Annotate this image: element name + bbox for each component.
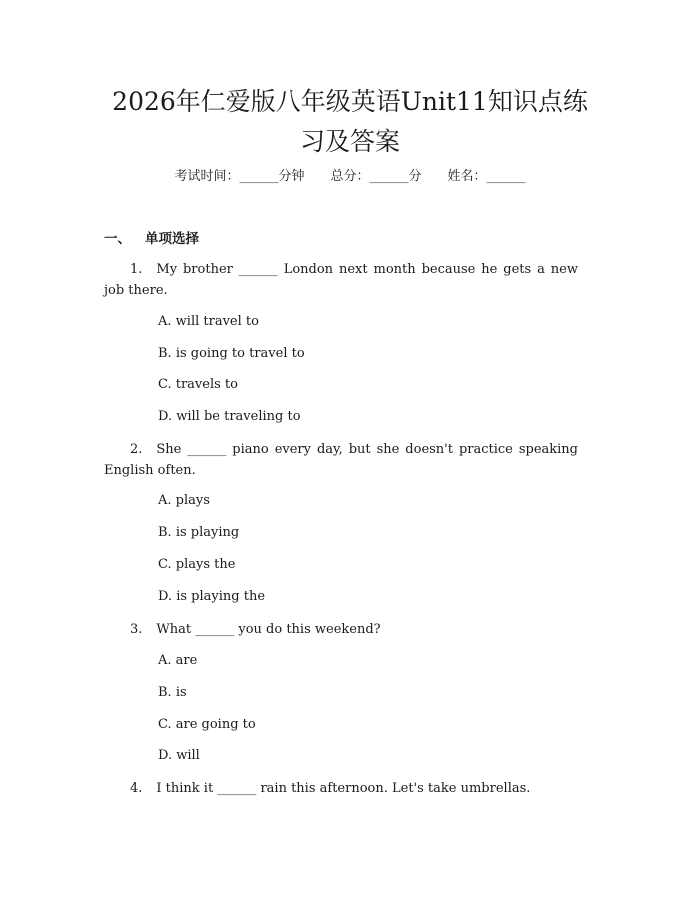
question-stem-4	[104, 778, 578, 799]
question-3-option-b: B. is	[158, 685, 187, 700]
exam-time-label: 考试时间：______分钟	[174, 169, 305, 184]
question-number: 1.	[130, 262, 143, 277]
title-line-1: 2026年仁爱版八年级英语Unit11知识点练	[112, 87, 588, 116]
question-number: 3.	[130, 622, 143, 637]
question-stem-1	[104, 259, 578, 301]
section-title: 单项选择	[145, 231, 199, 247]
question-stem-2	[104, 439, 578, 481]
question-number: 4.	[130, 781, 143, 796]
document-title	[80, 82, 620, 162]
question-1-option-d: D. will be traveling to	[158, 409, 301, 424]
question-1-option-a: A. will travel to	[158, 314, 259, 329]
section-heading	[104, 229, 199, 249]
question-3-option-c: C. are going to	[158, 717, 256, 732]
exam-name-label: 姓名：______	[447, 169, 526, 184]
question-2-option-a: A. plays	[158, 493, 210, 508]
question-number: 2.	[130, 442, 143, 457]
question-text: I think it ______ rain this afternoon. Let's take umbrellas.	[156, 781, 531, 796]
question-2-option-c: C. plays the	[158, 557, 236, 572]
question-text: She ______ piano every day, but she doesn't practice speaking English often.	[104, 442, 578, 478]
question-2-option-d: D. is playing the	[158, 589, 266, 604]
section-number: 一、	[104, 231, 131, 247]
exam-score-label: 总分：______分	[330, 169, 422, 184]
question-stem-3	[104, 619, 578, 640]
exam-info	[0, 167, 700, 187]
question-text: My brother ______ London next month because he gets a new job there.	[104, 262, 578, 298]
title-line-2: 习及答案	[299, 127, 400, 156]
question-text: What ______ you do this weekend?	[156, 622, 381, 637]
question-1-option-b: B. is going to travel to	[158, 346, 305, 361]
question-2-option-b: B. is playing	[158, 525, 240, 540]
question-3-option-a: A. are	[158, 653, 198, 668]
question-1-option-c: C. travels to	[158, 377, 238, 392]
question-3-option-d: D. will	[158, 748, 200, 763]
